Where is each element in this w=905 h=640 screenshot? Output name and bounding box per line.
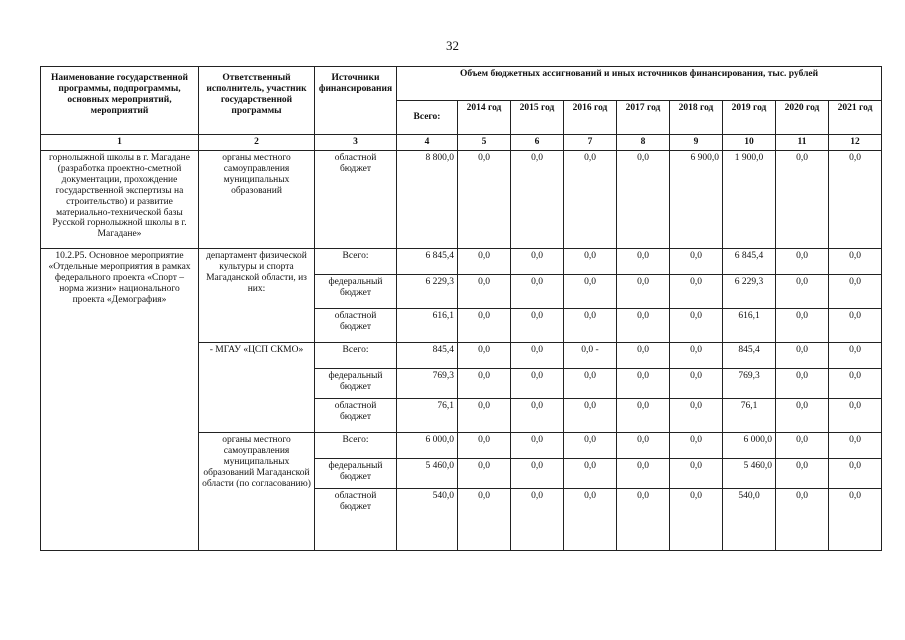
value-cell: 0,0: [458, 248, 511, 274]
value-cell: 0,0: [458, 308, 511, 342]
col-number: 5: [458, 135, 511, 151]
value-cell: 0,0: [511, 308, 564, 342]
value-cell: 0,0 -: [564, 342, 617, 368]
value-cell: 0,0: [458, 398, 511, 432]
value-cell: 0,0: [617, 274, 670, 308]
value-cell: 0,0: [511, 432, 564, 458]
header-name: Наименование государственной программы, подпрограммы, основных мероприятий, мероприятий: [41, 67, 199, 135]
value-cell: 540,0: [397, 488, 458, 550]
value-cell: 0,0: [670, 274, 723, 308]
header-year: 2017 год: [617, 101, 670, 135]
col-number: 10: [723, 135, 776, 151]
value-cell: 0,0: [776, 398, 829, 432]
header-year: 2016 год: [564, 101, 617, 135]
value-cell: 0,0: [564, 274, 617, 308]
page-number: 32: [446, 38, 459, 53]
header-total: Всего:: [397, 101, 458, 135]
value-cell: 0,0: [511, 150, 564, 248]
value-cell: 0,0: [670, 458, 723, 488]
header-year: 2020 год: [776, 101, 829, 135]
row-name: горнолыжной школы в г. Магадане (разработка проектно-сметной документации, прохождение государственной экспертизы на строительство) и развитие материально-технической базы Русской горнолыжной школы в г. Магадане»: [41, 150, 199, 248]
value-cell: 0,0: [670, 308, 723, 342]
value-cell: 5 460,0: [397, 458, 458, 488]
value-cell: 0,0: [776, 368, 829, 398]
value-cell: 6 000,0: [397, 432, 458, 458]
value-cell: 0,0: [564, 308, 617, 342]
value-cell: 0,0: [458, 488, 511, 550]
value-cell: 0,0: [829, 342, 882, 368]
value-cell: 8 800,0: [397, 150, 458, 248]
value-cell: 769,3: [397, 368, 458, 398]
row-source: областной бюджет: [315, 308, 397, 342]
value-cell: 0,0: [670, 398, 723, 432]
value-cell: 0,0: [776, 274, 829, 308]
value-cell: 0,0: [776, 248, 829, 274]
col-number: 7: [564, 135, 617, 151]
value-cell: 0,0: [564, 488, 617, 550]
value-cell: 0,0: [511, 458, 564, 488]
value-cell: 0,0: [670, 488, 723, 550]
measure-name: 10.2.Р5. Основное мероприятие «Отдельные мероприятия в рамках федерального проекта «Спорт – норма жизни» национального проекта «Демография»: [41, 248, 199, 550]
value-cell: 76,1: [397, 398, 458, 432]
row-executor: органы местного самоуправления муниципальных образований: [199, 150, 315, 248]
value-cell: 0,0: [617, 342, 670, 368]
value-cell: 0,0: [564, 248, 617, 274]
value-cell: 0,0: [458, 368, 511, 398]
value-cell: 845,4: [723, 342, 776, 368]
row-source: областной бюджет: [315, 398, 397, 432]
value-cell: 540,0: [723, 488, 776, 550]
row-source: Всего:: [315, 248, 397, 274]
col-number: 3: [315, 135, 397, 151]
value-cell: 0,0: [564, 150, 617, 248]
value-cell: 6 000,0: [723, 432, 776, 458]
value-cell: 0,0: [564, 368, 617, 398]
col-number: 2: [199, 135, 315, 151]
row-source: федеральный бюджет: [315, 274, 397, 308]
value-cell: 0,0: [617, 432, 670, 458]
col-number: 9: [670, 135, 723, 151]
col-number: 6: [511, 135, 564, 151]
row-source: областной бюджет: [315, 488, 397, 550]
value-cell: 0,0: [829, 432, 882, 458]
value-cell: 0,0: [564, 432, 617, 458]
value-cell: 0,0: [776, 488, 829, 550]
value-cell: 0,0: [670, 248, 723, 274]
value-cell: 0,0: [829, 308, 882, 342]
value-cell: 0,0: [776, 458, 829, 488]
group-executor: - МГАУ «ЦСП СКМО»: [199, 342, 315, 432]
value-cell: 0,0: [511, 488, 564, 550]
value-cell: 0,0: [617, 308, 670, 342]
header-year: 2019 год: [723, 101, 776, 135]
header-year: 2015 год: [511, 101, 564, 135]
value-cell: 6 900,0: [670, 150, 723, 248]
value-cell: 0,0: [511, 342, 564, 368]
value-cell: 616,1: [397, 308, 458, 342]
value-cell: 0,0: [670, 368, 723, 398]
col-number: 4: [397, 135, 458, 151]
row-source: областной бюджет: [315, 150, 397, 248]
value-cell: 0,0: [511, 398, 564, 432]
value-cell: 0,0: [511, 248, 564, 274]
value-cell: 0,0: [829, 248, 882, 274]
budget-table: [40, 66, 882, 551]
value-cell: 6 229,3: [723, 274, 776, 308]
value-cell: 5 460,0: [723, 458, 776, 488]
value-cell: 0,0: [776, 308, 829, 342]
value-cell: 616,1: [723, 308, 776, 342]
row-source: Всего:: [315, 432, 397, 458]
value-cell: 0,0: [776, 150, 829, 248]
value-cell: 0,0: [458, 342, 511, 368]
value-cell: 1 900,0: [723, 150, 776, 248]
header-year: 2014 год: [458, 101, 511, 135]
value-cell: 0,0: [829, 368, 882, 398]
row-source: Всего:: [315, 342, 397, 368]
value-cell: 6 845,4: [397, 248, 458, 274]
value-cell: 0,0: [670, 342, 723, 368]
value-cell: 0,0: [829, 274, 882, 308]
value-cell: 0,0: [458, 150, 511, 248]
value-cell: 0,0: [776, 342, 829, 368]
group-executor: органы местного самоуправления муниципальных образований Магаданской области (по согласованию): [199, 432, 315, 550]
value-cell: 0,0: [776, 432, 829, 458]
row-source: федеральный бюджет: [315, 368, 397, 398]
value-cell: 6 229,3: [397, 274, 458, 308]
value-cell: 0,0: [458, 458, 511, 488]
value-cell: 0,0: [617, 248, 670, 274]
table-row: [41, 150, 882, 248]
header-year: 2018 год: [670, 101, 723, 135]
value-cell: 0,0: [617, 368, 670, 398]
value-cell: 845,4: [397, 342, 458, 368]
value-cell: 0,0: [617, 398, 670, 432]
value-cell: 0,0: [829, 398, 882, 432]
value-cell: 0,0: [617, 150, 670, 248]
value-cell: 0,0: [829, 458, 882, 488]
col-number: 1: [41, 135, 199, 151]
value-cell: 0,0: [511, 274, 564, 308]
table-row: [41, 248, 882, 274]
value-cell: 0,0: [617, 488, 670, 550]
col-number: 11: [776, 135, 829, 151]
value-cell: 0,0: [829, 488, 882, 550]
col-number: 12: [829, 135, 882, 151]
header-sources: Источники финансирования: [315, 67, 397, 135]
value-cell: 0,0: [458, 432, 511, 458]
value-cell: 76,1: [723, 398, 776, 432]
value-cell: 0,0: [564, 398, 617, 432]
col-number: 8: [617, 135, 670, 151]
value-cell: 6 845,4: [723, 248, 776, 274]
value-cell: 0,0: [511, 368, 564, 398]
header-year: 2021 год: [829, 101, 882, 135]
value-cell: 0,0: [458, 274, 511, 308]
header-volume: Объем бюджетных ассигнований и иных источников финансирования, тыс. рублей: [397, 67, 882, 101]
header-executor: Ответственный исполнитель, участник государственной программы: [199, 67, 315, 135]
group-executor: департамент физической культуры и спорта Магаданской области, из них:: [199, 248, 315, 342]
value-cell: 0,0: [829, 150, 882, 248]
value-cell: 0,0: [670, 432, 723, 458]
row-source: федеральный бюджет: [315, 458, 397, 488]
value-cell: 0,0: [564, 458, 617, 488]
value-cell: 769,3: [723, 368, 776, 398]
value-cell: 0,0: [617, 458, 670, 488]
